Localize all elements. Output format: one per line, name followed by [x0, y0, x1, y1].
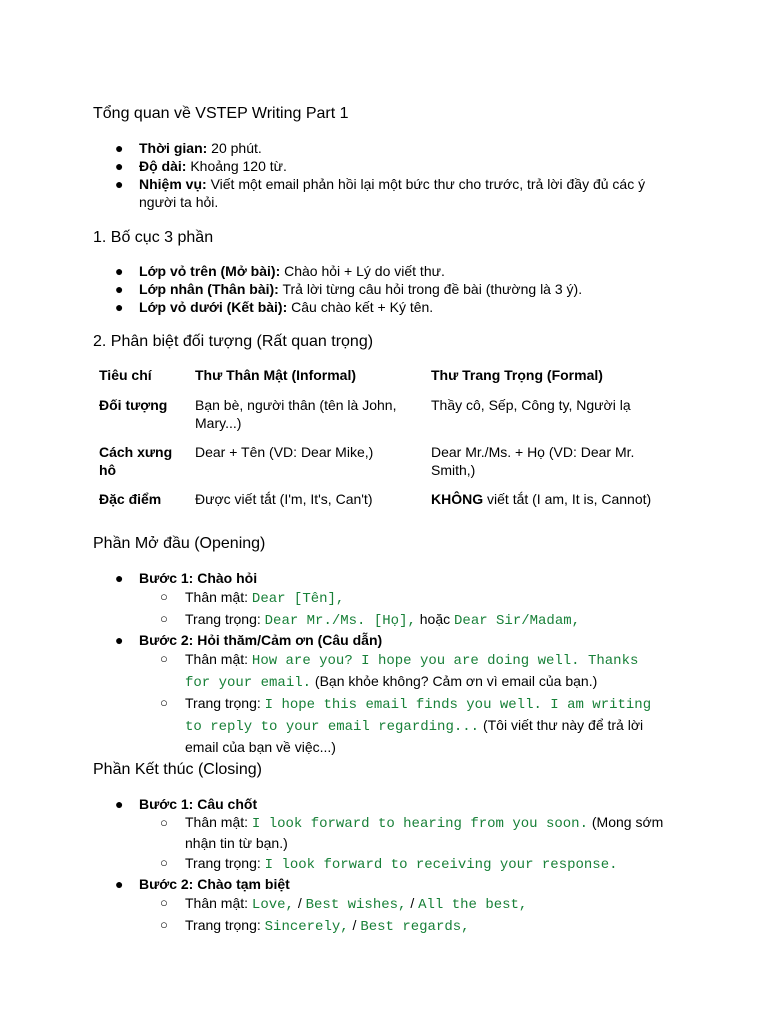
closing-list: [0, 795, 768, 937]
circle-bullet-icon: ○: [160, 695, 168, 710]
sub-list-item: ○ Thân mật: I look forward to hearing from you soon. (Mong sớm nhận tin từ bạn.): [160, 814, 664, 851]
list-item: ● Bước 2: Chào tạm biệt: [115, 876, 290, 892]
table-cell-formal: KHÔNG viết tắt (I am, It is, Cannot): [431, 491, 652, 507]
opening-list: [0, 569, 768, 757]
layout-list: [0, 262, 768, 316]
sub-list-item: ○ Thân mật: Dear [Tên],: [160, 589, 345, 607]
bullet-icon: ●: [115, 876, 124, 892]
table-header-cell: Tiêu chí: [99, 367, 152, 383]
bullet-icon: ●: [115, 299, 124, 315]
table-cell-criterion: Đối tượng: [99, 397, 168, 413]
bullet-icon: ●: [115, 796, 124, 812]
list-item: ● Lớp vỏ trên (Mở bài): Chào hỏi + Lý do viết thư.: [115, 263, 445, 279]
sub-list-item: ○ Thân mật: Love, / Best wishes, / All the best,: [160, 895, 528, 913]
table-header-cell: Thư Thân Mật (Informal): [195, 367, 357, 383]
list-item: ● Lớp vỏ dưới (Kết bài): Câu chào kết + Ký tên.: [115, 299, 434, 315]
compare-heading: 2. Phân biệt đối tượng (Rất quan trọng): [93, 333, 374, 350]
sub-list-item: ○ Trang trọng: I hope this email finds you well. I am writing to reply to your email regarding... (Tôi viết thư này để trả lời email của bạn về việc...): [160, 695, 652, 755]
list-item: ● Bước 2: Hỏi thăm/Cảm ơn (Câu dẫn): [115, 632, 383, 648]
table-header-cell: Thư Trang Trọng (Formal): [431, 367, 603, 383]
table-cell-criterion: Đặc điểm: [99, 491, 162, 507]
bullet-icon: ●: [115, 176, 124, 192]
circle-bullet-icon: ○: [160, 815, 168, 830]
table-cell-formal: Dear Mr./Ms. + Họ (VD: Dear Mr. Smith,): [431, 444, 635, 478]
circle-bullet-icon: ○: [160, 611, 168, 626]
circle-bullet-icon: ○: [160, 589, 168, 604]
bullet-icon: ●: [115, 632, 124, 648]
sub-list-item: ○ Trang trọng: Sincerely, / Best regards,: [160, 917, 470, 935]
list-item: ● Lớp nhân (Thân bài): Trả lời từng câu hỏi trong đề bài (thường là 3 ý).: [115, 281, 583, 297]
table-cell-criterion: Cách xưng hô: [99, 444, 173, 478]
circle-bullet-icon: ○: [160, 895, 168, 910]
sub-list-item: ○ Trang trọng: I look forward to receiving your response.: [160, 855, 618, 873]
table-header-row: [93, 362, 677, 396]
table-row: [93, 490, 677, 519]
overview-list: [0, 139, 768, 211]
closing-heading: Phần Kết thúc (Closing): [93, 761, 262, 778]
list-item: ● Độ dài: Khoảng 120 từ.: [115, 158, 287, 174]
bullet-icon: ●: [115, 140, 124, 156]
bullet-icon: ●: [115, 570, 124, 586]
list-item: ● Bước 1: Câu chốt: [115, 796, 258, 812]
table-row: [93, 443, 677, 490]
list-item: ● Bước 1: Chào hỏi: [115, 570, 258, 586]
overview-heading: Tổng quan về VSTEP Writing Part 1: [93, 105, 349, 122]
circle-bullet-icon: ○: [160, 855, 168, 870]
bullet-icon: ●: [115, 158, 124, 174]
table-cell-formal: Thầy cô, Sếp, Công ty, Người lạ: [431, 397, 631, 413]
list-item: ● Nhiệm vụ: Viết một email phản hồi lại một bức thư cho trước, trả lời đầy đủ các ý người ta hỏi.: [115, 176, 646, 210]
table-row: [93, 396, 677, 443]
table-cell-informal: Được viết tắt (I'm, It's, Can't): [195, 491, 373, 507]
table-cell-informal: Bạn bè, người thân (tên là John, Mary...): [195, 397, 397, 431]
bullet-icon: ●: [115, 281, 124, 297]
bullet-icon: ●: [115, 263, 124, 279]
table-cell-informal: Dear + Tên (VD: Dear Mike,): [195, 444, 374, 460]
compare-table: [93, 362, 677, 519]
circle-bullet-icon: ○: [160, 651, 168, 666]
sub-list-item: ○ Trang trọng: Dear Mr./Ms. [Họ], hoặc Dear Sir/Madam,: [160, 611, 581, 629]
opening-heading: Phần Mở đầu (Opening): [93, 535, 266, 552]
circle-bullet-icon: ○: [160, 917, 168, 932]
list-item: ● Thời gian: 20 phút.: [115, 140, 262, 156]
layout-heading: 1. Bố cục 3 phần: [93, 229, 214, 246]
sub-list-item: ○ Thân mật: How are you? I hope you are doing well. Thanks for your email. (Bạn khỏe không? Cảm ơn vì email của bạn.): [160, 651, 639, 691]
